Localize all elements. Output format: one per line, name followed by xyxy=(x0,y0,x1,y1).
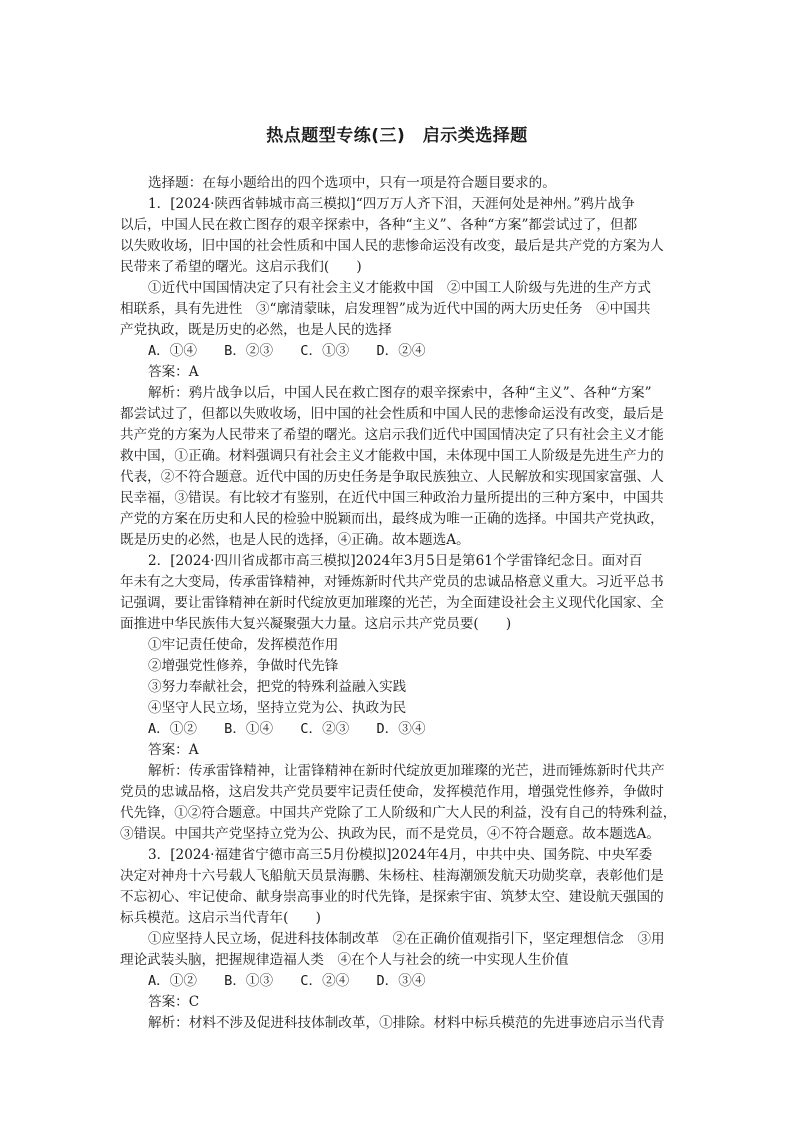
q1-option-line: 相联系，具有先进性 ③“廓清蒙昧，启发理智”成为近代中国的两大历史任务 ④中国共 xyxy=(120,301,651,317)
q3-option-line: 理论武装头脑，把握规律造福人类 ④在个人与社会的统一中实现人生价值 xyxy=(120,952,569,968)
q1-stem-line: 民带来了希望的曙光。这启示我们( ) xyxy=(120,259,362,275)
q2-stem-line: 2．[2024·四川省成都市高三模拟]2024年3月5日是第61个学雷锋纪念日。面对百 xyxy=(148,553,643,569)
q1-stem-line: 1．[2024·陕西省韩城市高三模拟]“四万万人齐下泪，天涯何处是神州。”鸦片战争 xyxy=(148,196,635,212)
q1-analysis-line: 共产党的方案为人民带来了希望的曙光。这启示我们近代中国国情决定了只有社会主义才能 xyxy=(120,427,664,443)
q3-stem-line: 决定对神舟十六号载人飞船航天员景海鹏、朱杨柱、桂海潮颁发航天功勋奖章，表彰他们是 xyxy=(120,868,664,884)
instruction-line: 选择题：在每小题给出的四个选项中，只有一项是符合题目要求的。 xyxy=(148,175,556,191)
q2-stem-line: 记强调，要让雷锋精神在新时代绽放更加璀璨的光芒，为全面建设社会主义现代化国家、全 xyxy=(120,595,664,611)
q2-analysis-line: 解析：传承雷锋精神，让雷锋精神在新时代绽放更加璀璨的光芒，进而锤炼新时代共产 xyxy=(148,763,665,779)
q3-stem-line: 3．[2024·福建省宁德市高三5月份模拟]2024年4月，中共中央、国务院、中央军委 xyxy=(148,847,653,863)
q3-analysis-line: 解析：材料不涉及促进科技体制改革，①排除。材料中标兵模范的先进事迹启示当代青 xyxy=(148,1015,665,1031)
q3-stem-line: 标兵模范。这启示当代青年( ) xyxy=(120,910,321,926)
q2-answer: 答案：A xyxy=(148,742,199,758)
q1-analysis-line: 既是历史的必然，也是人民的选择，④正确。故本题选A。 xyxy=(120,532,470,548)
q2-stem-line: 面推进中华民族伟大复兴凝聚强大力量。这启示共产党员要( ) xyxy=(120,616,512,632)
q1-stem-line: 以后，中国人民在救亡图存的艰辛探索中，各种“主义”、各种“方案”都尝试过了，但都 xyxy=(120,217,638,233)
q1-analysis-line: 产党的方案在历史和人民的检验中脱颖而出，最终成为唯一正确的选择。中国共产党执政， xyxy=(120,511,664,527)
q2-analysis-line: 代先锋，①②符合题意。中国共产党除了工人阶级和广大人民的利益，没有自己的特殊利益， xyxy=(120,805,677,821)
q2-stem-line: 年未有之大变局，传承雷锋精神，对锤炼新时代共产党员的忠诚品格意义重大。习近平总书 xyxy=(120,574,664,590)
q2-option-line: ②增强党性修养，争做时代先锋 xyxy=(148,658,339,674)
q1-analysis-line: 都尝试过了，但都以失败收场，旧中国的社会性质和中国人民的悲惨命运没有改变，最后是 xyxy=(120,406,664,422)
q1-option-line: 产党执政，既是历史的必然，也是人民的选择 xyxy=(120,322,392,338)
q1-choices: A．①④ B．②③ C．①③ D．②④ xyxy=(148,343,426,359)
page-title: 热点题型专练(三) 启示类选择题 xyxy=(266,126,528,146)
q2-option-line: ③努力奉献社会，把党的特殊利益融入实践 xyxy=(148,679,407,695)
q1-analysis-line: 解析：鸦片战争以后，中国人民在救亡图存的艰辛探索中，各种“主义”、各种“方案” xyxy=(148,385,652,401)
q1-analysis-line: 代表，②不符合题意。近代中国的历史任务是争取民族独立、人民解放和实现国家富强、人 xyxy=(120,469,664,485)
q2-option-line: ①牢记责任使命，发挥模范作用 xyxy=(148,637,339,653)
q2-analysis-line: 党员的忠诚品格，这启发共产党员要牢记责任使命，发挥模范作用，增强党性修养，争做时 xyxy=(120,784,664,800)
q3-choices: A．①② B．①③ C．②④ D．③④ xyxy=(148,973,426,989)
q3-option-line: ①应坚持人民立场，促进科技体制改革 ②在正确价值观指引下，坚定理想信念 ③用 xyxy=(148,931,665,947)
q1-stem-line: 以失败收场，旧中国的社会性质和中国人民的悲惨命运没有改变，最后是共产党的方案为人 xyxy=(120,238,664,254)
q3-stem-line: 不忘初心、牢记使命、献身崇高事业的时代先锋，是探索宇宙、筑梦太空、建设航天强国的 xyxy=(120,889,664,905)
q1-analysis-line: 民幸福，③错误。有比较才有鉴别，在近代中国三种政治力量所提出的三种方案中，中国共 xyxy=(120,490,664,506)
q3-answer: 答案：C xyxy=(148,994,200,1010)
q1-answer: 答案：A xyxy=(148,364,199,380)
q2-analysis-line: ③错误。中国共产党坚持立党为公、执政为民，而不是党员，④不符合题意。故本题选A。 xyxy=(120,826,660,842)
q1-analysis-line: 救中国，①正确。材料强调只有社会主义才能救中国，未体现中国工人阶级是先进生产力的 xyxy=(120,448,664,464)
q1-option-line: ①近代中国国情决定了只有社会主义才能救中国 ②中国工人阶级与先进的生产方式 xyxy=(148,280,651,296)
q2-choices: A．①② B．①④ C．②③ D．③④ xyxy=(148,721,426,737)
q2-option-line: ④坚守人民立场，坚持立党为公、执政为民 xyxy=(148,700,407,716)
